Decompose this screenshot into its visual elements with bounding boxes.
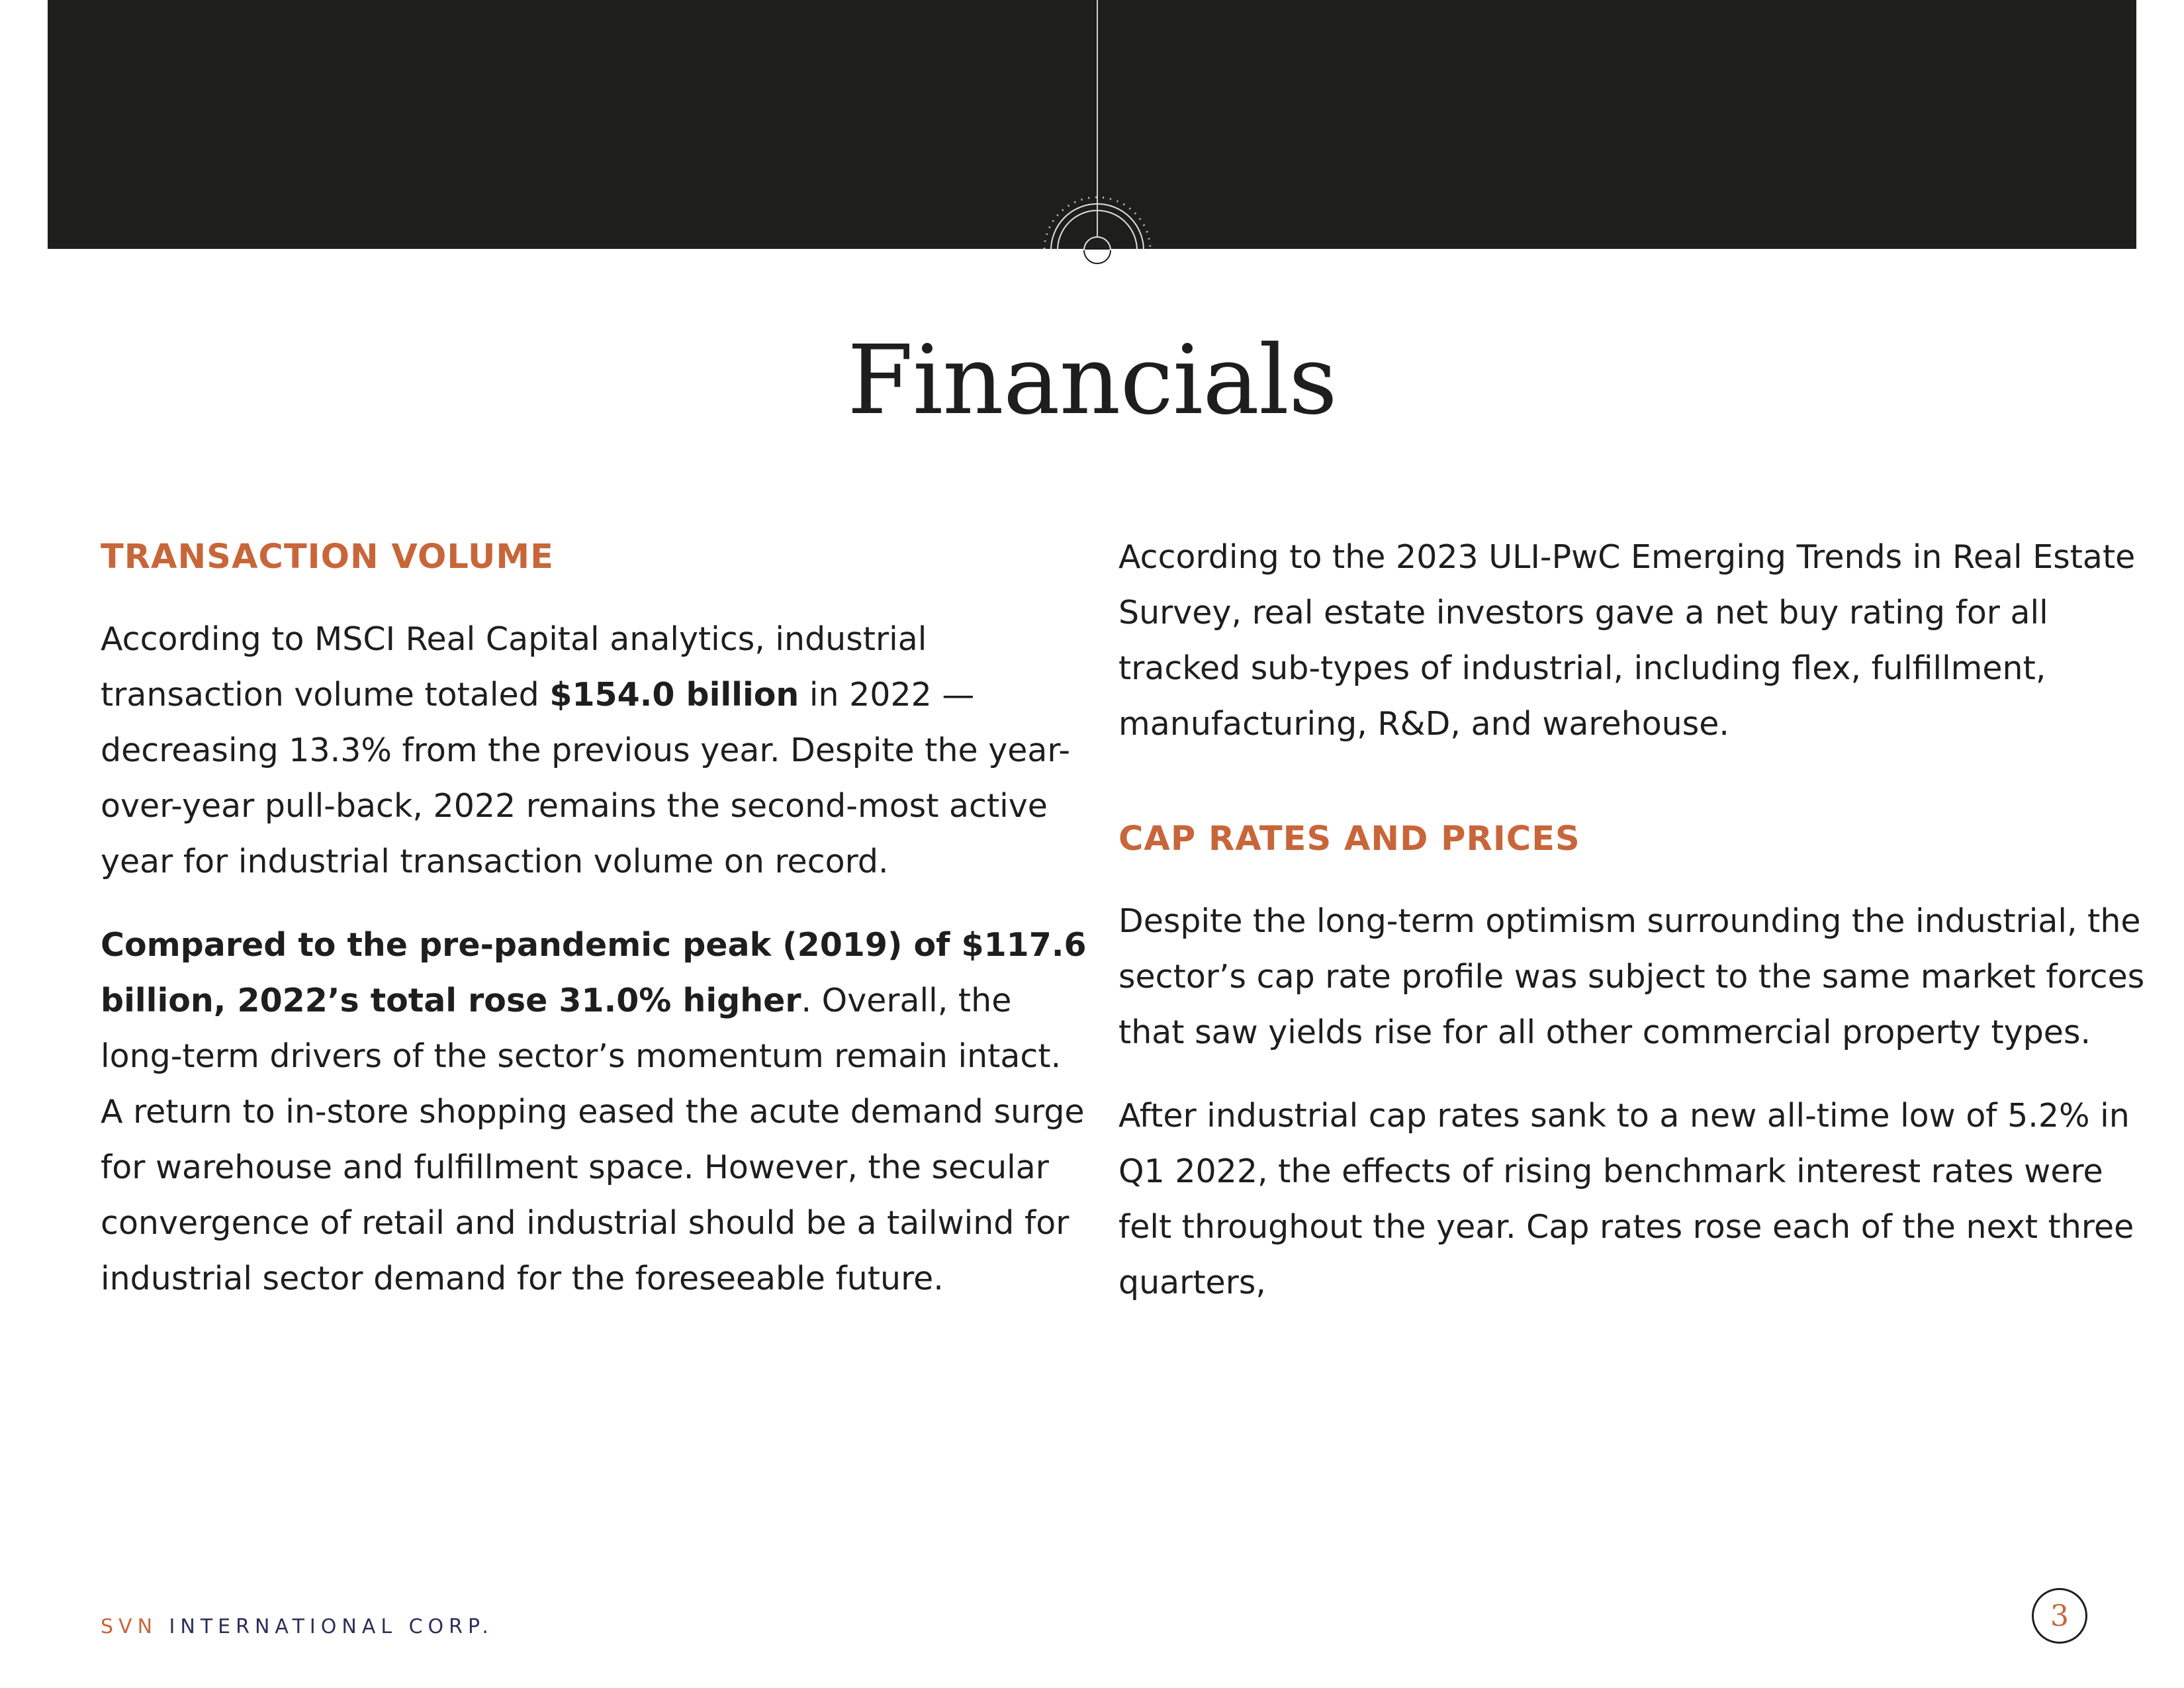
cap-rates-paragraph-1: Despite the long-term optimism surrounding the industrial, the sector’s cap rate profile was subject to the same market forces that saw yields rise for all other commercial property types. (1118, 902, 2145, 1051)
right-column (1118, 530, 2151, 1311)
text-segment: in 2022 — decreasing 13.3% from the previous year. Despite the year-over-year pull-back, 2022 remains the second-most active year for industrial transaction volume on record. (101, 676, 1071, 880)
page-title: Financials (847, 324, 1337, 436)
page-number: 3 (2050, 1599, 2069, 1633)
transaction-volume-paragraph-1 (101, 612, 1093, 890)
brand-name: INTERNATIONAL CORP. (158, 1615, 494, 1638)
transaction-volume-paragraph-2 (101, 917, 1093, 1307)
highlighted-statement: Compared to the pre-pandemic peak (2019) of $117.6 billion, 2022’s total rose 31.0% higher (101, 926, 1087, 1019)
footer-brand (101, 1615, 494, 1638)
text-segment: . Overall, the long-term drivers of the sector’s momentum remain intact. A return to in-store shopping eased the acute demand surge for warehouse and fulfillment space. However, the secular convergence of retail and industrial should be a tailwind for industrial sector demand for the foreseeable future. (101, 982, 1085, 1297)
cap-rates-heading: CAP RATES AND PRICES (1118, 820, 1580, 859)
highlighted-figure: $154.0 billion (549, 676, 799, 714)
emerging-trends-paragraph: According to the 2023 ULI-PwC Emerging Trends in Real Estate Survey, real estate investors gave a net buy rating for all tracked sub-types of industrial, including flex, fulfillment, manufacturing, R&D, and warehouse. (1118, 538, 2136, 743)
brand-accent: SVN (101, 1615, 158, 1638)
left-column (101, 530, 1093, 1307)
compass-ornament-icon (998, 0, 1197, 271)
page-number-badge (2032, 1588, 2087, 1644)
text-segment: According to MSCI Real Capital analytics, industrial transaction volume totaled (101, 620, 927, 714)
cap-rates-paragraph-2: After industrial cap rates sank to a new all-time low of 5.2% in Q1 2022, the effects of rising benchmark interest rates were felt throughout the year. Cap rates rose each of the next three quarters, (1118, 1097, 2134, 1301)
transaction-volume-heading: TRANSACTION VOLUME (101, 538, 555, 577)
